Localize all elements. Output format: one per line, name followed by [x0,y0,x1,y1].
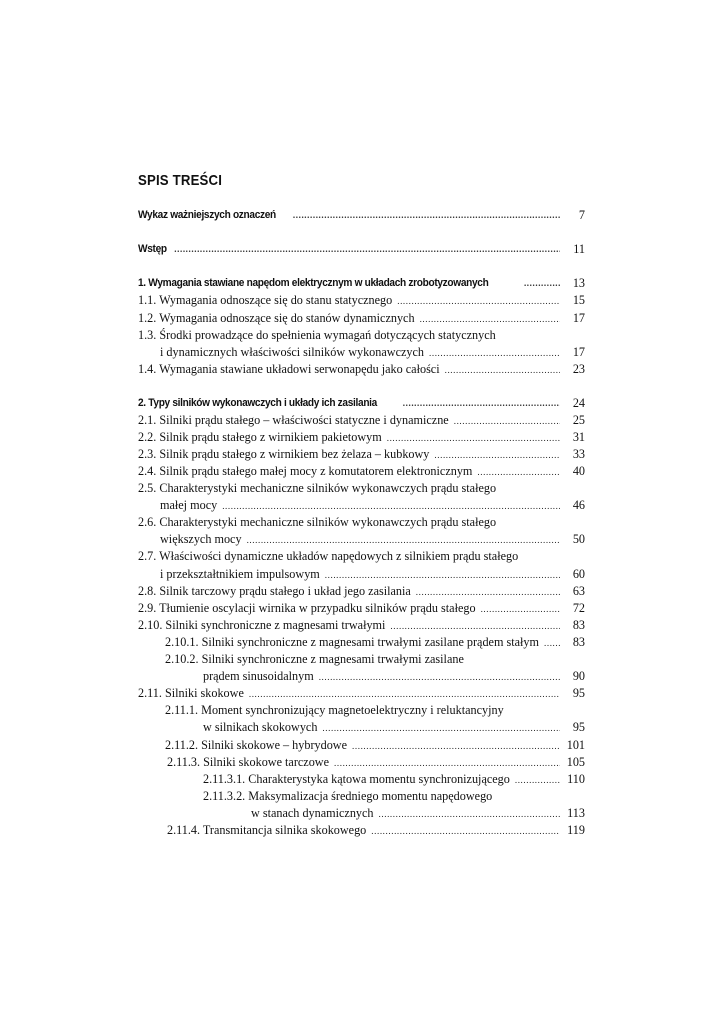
leader-dots [397,293,560,310]
toc-entry[interactable] [203,719,560,736]
toc-chapter-entry[interactable] [138,275,560,292]
toc-entry[interactable] [138,463,560,480]
toc-entry-text: 2.9. Tłumienie oscylacji wirnika w przypadku silników prądu stałego [138,601,476,615]
leader-dots [387,430,560,447]
toc-entry-text: 1.2. Wymagania odnoszące się do stanów dynamicznych [138,311,415,325]
toc-page-number: 63 [572,584,585,598]
toc-entry-text: 1. Wymagania stawiane napędom elektrycznym w układach zrobotyzowanych [138,277,489,289]
toc-entry[interactable] [138,617,560,634]
toc-page-number: 113 [567,806,585,820]
leader-dots [352,738,560,755]
toc-page-number: 15 [572,293,585,307]
toc-entry-text: 2.11. Silniki skokowe [138,686,244,700]
toc-page-number: 83 [572,618,585,632]
toc-entry[interactable] [138,600,560,617]
toc-entry-text: 2.11.3.1. Charakterystyka kątowa momentu synchronizującego [203,772,510,786]
toc-entry-text[interactable]: 2.10.2. Silniki synchroniczne z magnesami trwałymi zasilane [165,652,464,666]
toc-entry[interactable] [138,583,560,600]
toc-entry[interactable] [138,412,560,429]
toc-page-number: 31 [572,430,585,444]
toc-page-number: 40 [572,464,585,478]
toc-page-number: 101 [566,738,585,752]
toc-entry[interactable] [160,344,560,361]
toc-entry[interactable] [138,207,560,224]
toc-entry-text: Wykaz ważniejszych oznaczeń [138,209,276,221]
leader-dots [249,686,560,703]
toc-entry-text-continued: i dynamicznych właściwości silników wykonawczych [160,345,424,359]
leader-dots [371,823,560,840]
leader-dots [174,241,560,258]
toc-page-number: 105 [566,755,585,769]
toc-page-number: 24 [572,396,585,410]
toc-entry-text-continued: w silnikach skokowych [203,720,318,734]
toc-page-number: 50 [572,532,585,546]
toc-page-number: 46 [572,498,585,512]
toc-entry-text[interactable]: 2.6. Charakterystyki mechaniczne silników wykonawczych prądu stałego [138,515,497,529]
toc-entry-text: 2.4. Silnik prądu stałego małej mocy z komutatorem elektronicznym [138,464,473,478]
toc-entry[interactable] [165,737,560,754]
toc-entry-text: 2.1. Silniki prądu stałego – właściwości statyczne i dynamiczne [138,413,449,427]
leader-dots [434,447,560,464]
toc-entry[interactable] [203,668,560,685]
toc-entry-text: 2.3. Silnik prądu stałego z wirnikiem bez żelaza – kubkowy [138,447,430,461]
toc-entry[interactable] [138,310,560,327]
toc-entry-text[interactable]: 2.7. Właściwości dynamiczne układów napędowych z silnikiem prądu stałego [138,549,519,563]
leader-dots [293,207,560,224]
toc-page-number: 13 [572,276,585,290]
leader-dots [325,567,560,584]
toc-page-number: 60 [572,567,585,581]
page-title: SPIS TREŚCI [138,172,223,189]
toc-entry-text: 2.10.1. Silniki synchroniczne z magnesami trwałymi zasilane prądem stałym [165,635,539,649]
toc-entry-text[interactable]: 1.3. Środki prowadzące do spełnienia wymagań dotyczących statycznych [138,328,496,342]
leader-dots [445,362,560,379]
toc-entry[interactable] [138,446,560,463]
leader-dots [416,584,560,601]
leader-dots [403,395,560,412]
toc-page-number: 119 [567,823,585,837]
leader-dots [247,532,560,549]
toc-entry-text: Wstęp [138,243,167,255]
toc-entry-text-continued: małej mocy [160,498,218,512]
toc-entry[interactable] [167,822,560,839]
toc-entry-text: 2.11.4. Transmitancja silnika skokowego [167,823,367,837]
leader-dots [390,618,560,635]
leader-dots [334,755,560,772]
toc-entry-text-continued: w stanach dynamicznych [251,806,374,820]
toc-entry-text[interactable]: 2.5. Charakterystyki mechaniczne silników wykonawczych prądu stałego [138,481,497,495]
leader-dots [322,720,560,737]
toc-entry[interactable] [251,805,560,822]
toc-page-number: 83 [572,635,585,649]
leader-dots [429,345,560,362]
toc-entry[interactable] [203,771,560,788]
toc-entry[interactable] [138,241,560,258]
toc-entry[interactable] [165,634,560,651]
toc-entry-text: 1.1. Wymagania odnoszące się do stanu statycznego [138,293,393,307]
toc-page-number: 90 [572,669,585,683]
toc-page-number: 110 [567,772,585,786]
toc-entry-text: 2.11.3. Silniki skokowe tarczowe [167,755,330,769]
toc-entry-text[interactable]: 2.11.3.2. Maksymalizacja średniego momentu napędowego [203,789,493,803]
toc-entry[interactable] [138,361,560,378]
toc-entry-text-continued: prądem sinusoidalnym [203,669,314,683]
toc-entry-text-continued: i przekształtnikiem impulsowym [160,567,320,581]
leader-dots [222,498,560,515]
toc-entry-text: 2.2. Silnik prądu stałego z wirnikiem pakietowym [138,430,382,444]
toc-entry[interactable] [138,429,560,446]
toc-entry-text: 2.11.2. Silniki skokowe – hybrydowe [165,738,348,752]
toc-page-number: 17 [572,311,585,325]
toc-entry[interactable] [160,531,560,548]
toc-page-number: 23 [572,362,585,376]
toc-entry-text-continued: większych mocy [160,532,242,546]
toc-page-number: 17 [572,345,585,359]
toc-entry[interactable] [160,566,560,583]
toc-page-number: 7 [578,208,585,222]
leader-dots [379,806,560,823]
toc-entry-text[interactable]: 2.11.1. Moment synchronizujący magnetoelektryczny i reluktancyjny [165,703,504,717]
toc-page-number: 72 [572,601,585,615]
toc-chapter-entry[interactable] [138,395,560,412]
toc-entry[interactable] [167,754,560,771]
toc-page-number: 33 [572,447,585,461]
toc-entry-text: 2.10. Silniki synchroniczne z magnesami trwałymi [138,618,386,632]
toc-entry-text: 2. Typy silników wykonawczych i układy ich zasilania [138,397,377,409]
leader-dots [420,311,560,328]
toc-entry-text: 2.8. Silnik tarczowy prądu stałego i układ jego zasilania [138,584,411,598]
toc-page-number: 95 [572,686,585,700]
toc-page-number: 11 [573,242,585,256]
toc-entry[interactable] [160,497,560,514]
leader-dots [319,669,560,686]
toc-entry[interactable] [138,292,560,309]
toc-page-number: 25 [572,413,585,427]
toc-page-number: 95 [572,720,585,734]
toc-entry-text: 1.4. Wymagania stawiane układowi serwonapędu jako całości [138,362,440,376]
toc-entry[interactable] [138,685,560,702]
